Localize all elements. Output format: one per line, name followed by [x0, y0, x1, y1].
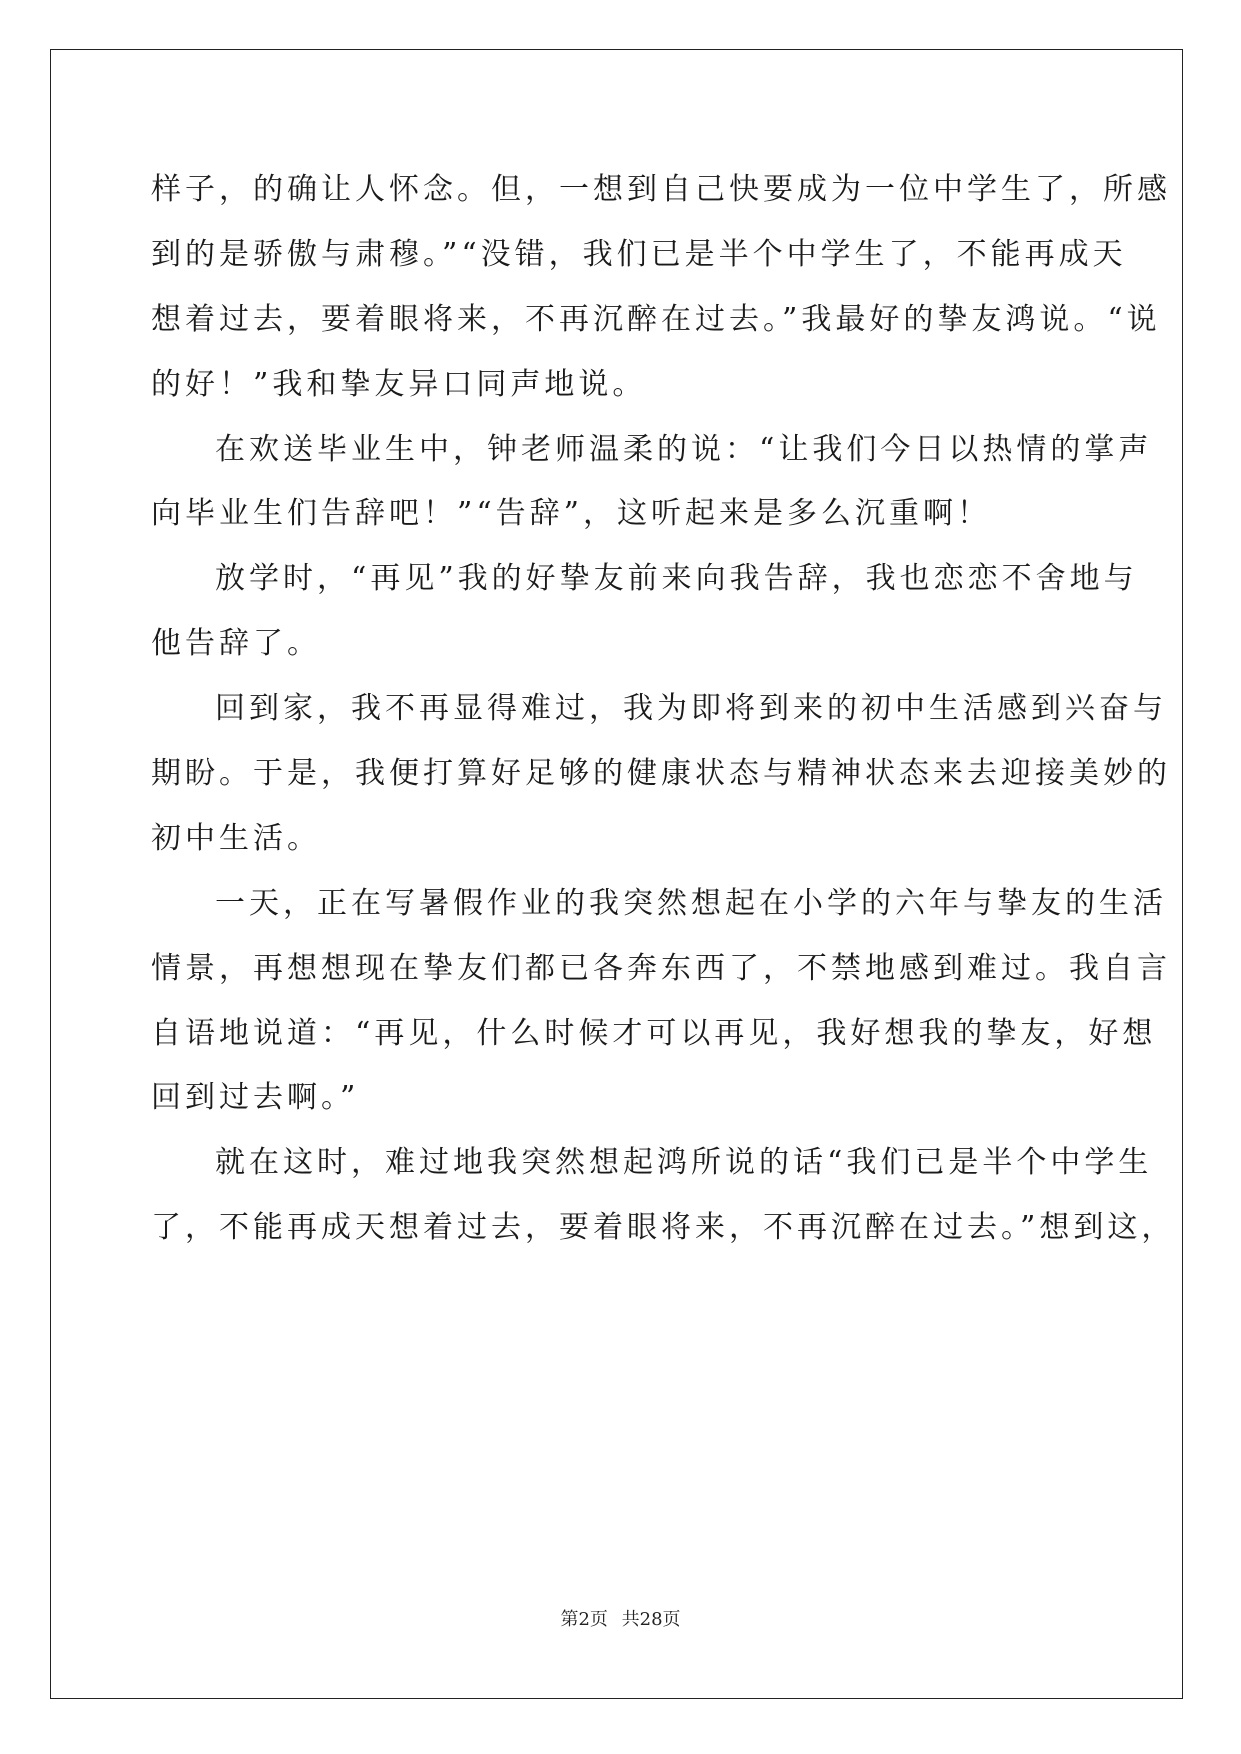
document-body — [151, 158, 1176, 1261]
text-line: 向毕业生们告辞吧！”“告辞”，这听起来是多么沉重啊！ — [151, 496, 992, 532]
text-line: 初中生活。 — [151, 820, 321, 856]
text-line: 想着过去，要着眼将来，不再沉醉在过去。”我最好的挚友鸿说。“说 — [151, 301, 1161, 337]
text-line: 回到过去啊。” — [151, 1080, 360, 1116]
text-line: 回到家，我不再显得难过，我为即将到来的初中生活感到兴奋与 — [215, 691, 1167, 727]
text-line: 他告辞了。 — [151, 626, 321, 662]
text-line: 了，不能再成天想着过去，要着眼将来，不再沉醉在过去。”想到这， — [151, 1210, 1176, 1246]
text-line: 在欢送毕业生中，钟老师温柔的说：“让我们今日以热情的掌声 — [215, 431, 1153, 467]
text-line: 一天，正在写暑假作业的我突然想起在小学的六年与挚友的生活 — [215, 885, 1167, 921]
text-line: 的好！”我和挚友异口同声地说。 — [151, 366, 647, 402]
text-line: 情景，再想想现在挚友们都已各奔东西了，不禁地感到难过。我自言 — [151, 950, 1171, 986]
text-line: 放学时，“再见”我的好挚友前来向我告辞，我也恋恋不舍地与 — [215, 561, 1138, 597]
text-line: 到的是骄傲与肃穆。”“没错，我们已是半个中学生了，不能再成天 — [151, 236, 1127, 272]
current-page-label: 第2页 — [560, 1609, 608, 1630]
total-pages-label: 共28页 — [621, 1609, 681, 1630]
page-footer — [0, 1605, 1241, 1631]
text-line: 期盼。于是，我便打算好足够的健康状态与精神状态来去迎接美妙的 — [151, 756, 1171, 792]
text-line: 就在这时，难过地我突然想起鸿所说的话“我们已是半个中学生 — [215, 1145, 1153, 1181]
text-line: 自语地说道：“再见，什么时候才可以再见，我好想我的挚友，好想 — [151, 1015, 1157, 1051]
text-line: 样子，的确让人怀念。但，一想到自己快要成为一位中学生了，所感 — [151, 172, 1171, 207]
